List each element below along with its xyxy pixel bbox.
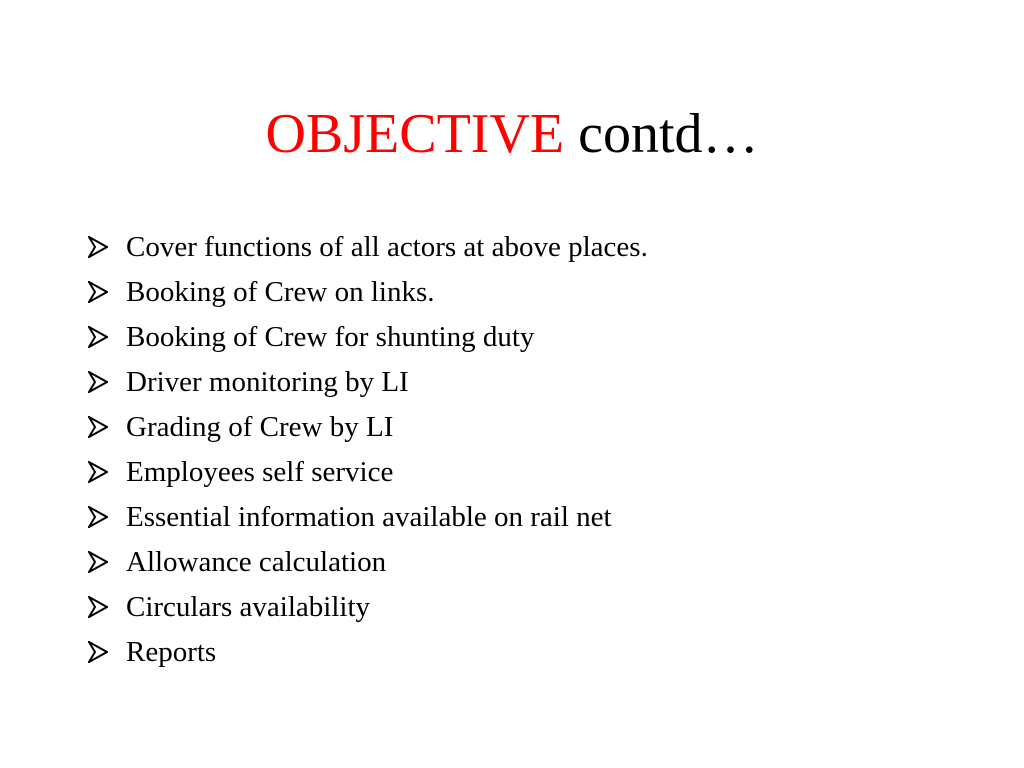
bullet-text: Grading of Crew by LI — [126, 411, 394, 443]
arrow-bullet-icon — [88, 315, 126, 360]
bullet-item — [88, 450, 648, 495]
bullet-list — [88, 225, 648, 675]
bullet-item — [88, 630, 648, 675]
bullet-text: Cover functions of all actors at above places. — [126, 231, 648, 263]
title-rest: contd… — [564, 103, 759, 165]
bullet-item — [88, 315, 648, 360]
bullet-item — [88, 495, 648, 540]
bullet-item — [88, 585, 648, 630]
arrow-bullet-icon — [88, 270, 126, 315]
arrow-bullet-icon — [88, 495, 126, 540]
bullet-text: Reports — [126, 636, 217, 668]
arrow-bullet-icon — [88, 450, 126, 495]
bullet-text: Driver monitoring by LI — [126, 366, 409, 398]
arrow-bullet-icon — [88, 405, 126, 450]
arrow-bullet-icon — [88, 540, 126, 585]
bullet-item — [88, 540, 648, 585]
bullet-text: Allowance calculation — [126, 546, 387, 578]
bullet-text: Booking of Crew for shunting duty — [126, 321, 535, 353]
arrow-bullet-icon — [88, 585, 126, 630]
bullet-item — [88, 360, 648, 405]
arrow-bullet-icon — [88, 630, 126, 675]
slide-title — [0, 100, 1024, 168]
bullet-text: Circulars availability — [126, 591, 371, 623]
bullet-item — [88, 225, 648, 270]
bullet-item — [88, 405, 648, 450]
bullet-text: Booking of Crew on links. — [126, 276, 435, 308]
bullet-text: Essential information available on rail net — [126, 501, 612, 533]
bullet-text: Employees self service — [126, 456, 394, 488]
title-accent: OBJECTIVE — [265, 103, 565, 165]
bullet-item — [88, 270, 648, 315]
arrow-bullet-icon — [88, 225, 126, 270]
arrow-bullet-icon — [88, 360, 126, 405]
